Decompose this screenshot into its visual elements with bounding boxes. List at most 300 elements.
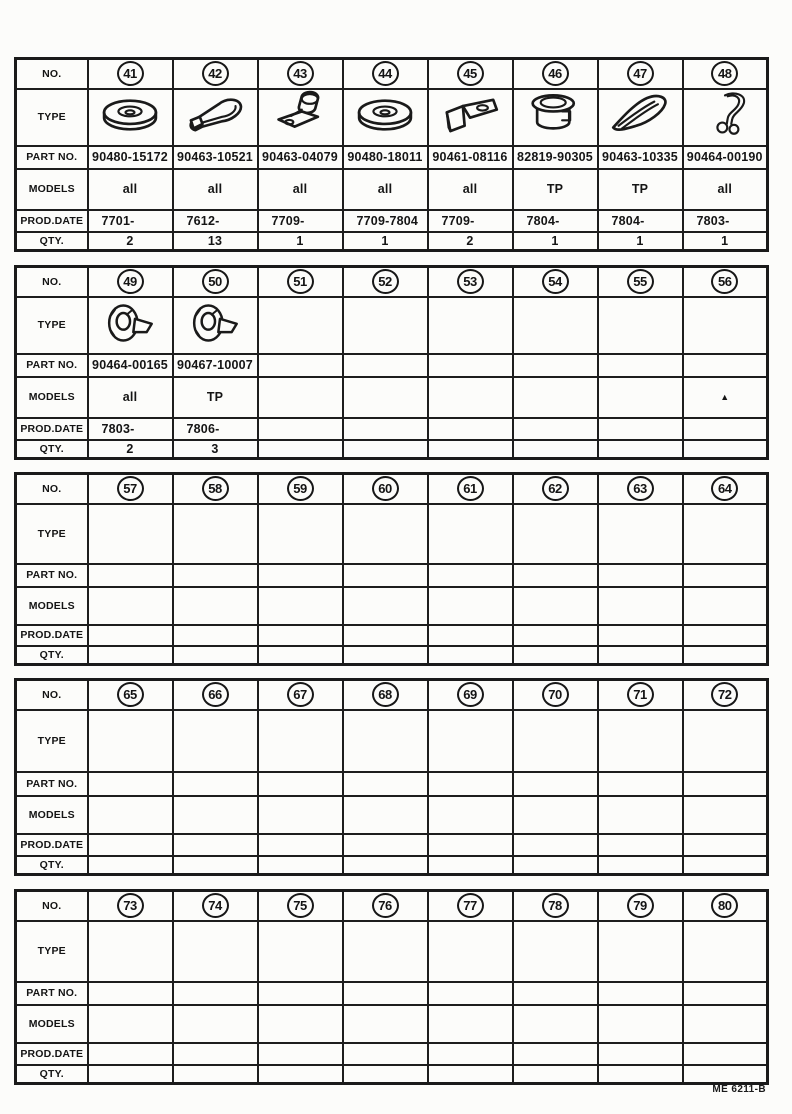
prod_date-cell xyxy=(683,834,768,856)
models-cell xyxy=(88,587,173,625)
grommet-icon xyxy=(97,90,163,140)
part_no-cell xyxy=(428,354,513,377)
prod_date-cell: 7701- xyxy=(88,210,173,232)
qty-cell xyxy=(88,856,173,875)
row-no xyxy=(16,267,768,297)
row-type xyxy=(16,89,768,146)
no-cell xyxy=(598,891,683,921)
models-cell: all xyxy=(88,169,173,210)
type-cell xyxy=(88,297,173,354)
part_no-cell: 90464-00165 xyxy=(88,354,173,377)
prod_date-cell xyxy=(173,625,258,646)
row-label-no: NO. xyxy=(16,891,88,921)
no-cell xyxy=(173,267,258,297)
qty-cell xyxy=(428,646,513,665)
part_no-cell xyxy=(258,354,343,377)
prod_date-cell xyxy=(88,834,173,856)
row-prod_date xyxy=(16,834,768,856)
part_no-cell xyxy=(683,982,768,1005)
qty-cell xyxy=(513,1065,598,1084)
circled-number: 55 xyxy=(627,269,654,294)
qty-cell: 2 xyxy=(88,232,173,251)
no-cell xyxy=(598,474,683,504)
models-cell xyxy=(343,796,428,834)
grommet-icon xyxy=(352,90,418,140)
part_no-cell xyxy=(513,564,598,587)
no-cell xyxy=(88,59,173,89)
prod_date-cell xyxy=(88,625,173,646)
part_no-cell xyxy=(428,564,513,587)
parts-table-parts-65-72 xyxy=(14,678,769,876)
qty-cell xyxy=(598,856,683,875)
circled-number: 53 xyxy=(457,269,484,294)
bracket-clip-icon xyxy=(437,90,503,140)
prod_date-cell: 7709- xyxy=(258,210,343,232)
part_no-cell xyxy=(428,772,513,796)
no-cell xyxy=(683,59,768,89)
part_no-cell: 90461-08116 xyxy=(428,146,513,169)
part_no-cell xyxy=(88,564,173,587)
strap-clamp-icon xyxy=(607,90,673,140)
qty-cell xyxy=(683,1065,768,1084)
models-cell xyxy=(683,587,768,625)
parts-table-parts-57-64 xyxy=(14,472,769,666)
models-cell xyxy=(88,1005,173,1043)
row-label-no: NO. xyxy=(16,267,88,297)
qty-cell xyxy=(598,440,683,459)
row-no xyxy=(16,59,768,89)
models-cell xyxy=(513,587,598,625)
no-cell xyxy=(343,474,428,504)
models-cell xyxy=(513,1005,598,1043)
row-label-part_no: PART NO. xyxy=(16,564,88,587)
row-qty xyxy=(16,856,768,875)
circled-number: 64 xyxy=(711,476,738,501)
row-prod_date xyxy=(16,210,768,232)
row-label-qty: QTY. xyxy=(16,646,88,665)
part_no-cell: 90463-04079 xyxy=(258,146,343,169)
models-cell: TP xyxy=(513,169,598,210)
row-part_no xyxy=(16,146,768,169)
type-cell xyxy=(343,710,428,772)
circled-number: 74 xyxy=(202,893,229,918)
qty-cell xyxy=(258,1065,343,1084)
circled-number: 49 xyxy=(117,269,144,294)
no-cell xyxy=(428,267,513,297)
prod_date-cell xyxy=(598,625,683,646)
prod_date-cell xyxy=(683,418,768,440)
models-cell xyxy=(173,1005,258,1043)
circled-number: 75 xyxy=(287,893,314,918)
row-models xyxy=(16,587,768,625)
circled-number: 62 xyxy=(542,476,569,501)
no-cell xyxy=(173,680,258,710)
row-label-part_no: PART NO. xyxy=(16,146,88,169)
prod_date-cell xyxy=(428,625,513,646)
type-cell xyxy=(598,297,683,354)
qty-cell: 1 xyxy=(683,232,768,251)
type-cell xyxy=(683,297,768,354)
row-label-models: MODELS xyxy=(16,796,88,834)
type-cell xyxy=(428,710,513,772)
prod_date-cell xyxy=(428,418,513,440)
no-cell xyxy=(513,59,598,89)
models-cell xyxy=(173,587,258,625)
models-cell xyxy=(428,587,513,625)
type-cell xyxy=(173,89,258,146)
row-qty xyxy=(16,440,768,459)
type-cell xyxy=(173,921,258,982)
row-part_no xyxy=(16,564,768,587)
prod_date-cell xyxy=(343,418,428,440)
qty-cell: 13 xyxy=(173,232,258,251)
qty-cell xyxy=(343,856,428,875)
part_no-cell xyxy=(173,772,258,796)
type-cell xyxy=(513,921,598,982)
no-cell xyxy=(428,680,513,710)
type-cell xyxy=(598,89,683,146)
qty-cell xyxy=(173,856,258,875)
circled-number: 46 xyxy=(542,61,569,86)
part_no-cell xyxy=(258,564,343,587)
circled-number: 68 xyxy=(372,682,399,707)
prod_date-cell xyxy=(513,418,598,440)
prod_date-cell: 7803- xyxy=(683,210,768,232)
prod_date-cell xyxy=(513,625,598,646)
band-clamp-icon xyxy=(182,90,248,140)
models-cell xyxy=(343,587,428,625)
qty-cell xyxy=(343,1065,428,1084)
row-models xyxy=(16,796,768,834)
qty-cell xyxy=(683,646,768,665)
circled-number: 65 xyxy=(117,682,144,707)
prod_date-cell xyxy=(173,834,258,856)
type-cell xyxy=(598,921,683,982)
qty-cell xyxy=(428,1065,513,1084)
row-models xyxy=(16,377,768,418)
prod_date-cell xyxy=(343,1043,428,1065)
qty-cell: 1 xyxy=(343,232,428,251)
type-cell xyxy=(343,89,428,146)
models-cell xyxy=(428,377,513,418)
type-cell xyxy=(598,710,683,772)
circled-number: 51 xyxy=(287,269,314,294)
qty-cell xyxy=(343,440,428,459)
row-label-models: MODELS xyxy=(16,169,88,210)
prod_date-cell: 7804- xyxy=(598,210,683,232)
row-label-type: TYPE xyxy=(16,89,88,146)
circled-number: 42 xyxy=(202,61,229,86)
models-cell xyxy=(598,796,683,834)
row-label-no: NO. xyxy=(16,680,88,710)
no-cell xyxy=(88,474,173,504)
models-cell xyxy=(683,796,768,834)
qty-cell xyxy=(513,440,598,459)
part_no-cell xyxy=(88,772,173,796)
qty-cell: 1 xyxy=(598,232,683,251)
row-type xyxy=(16,504,768,564)
row-label-type: TYPE xyxy=(16,710,88,772)
no-cell xyxy=(513,474,598,504)
circled-number: 76 xyxy=(372,893,399,918)
no-cell xyxy=(88,267,173,297)
type-cell xyxy=(258,921,343,982)
type-cell xyxy=(513,504,598,564)
circled-number: 50 xyxy=(202,269,229,294)
page-code: ME 6211-B xyxy=(712,1084,766,1095)
prod_date-cell xyxy=(683,1043,768,1065)
part_no-cell xyxy=(513,354,598,377)
circled-number: 57 xyxy=(117,476,144,501)
part_no-cell xyxy=(513,982,598,1005)
parts-table-parts-41-48 xyxy=(14,57,769,252)
no-cell xyxy=(683,267,768,297)
circled-number: 67 xyxy=(287,682,314,707)
type-cell xyxy=(343,504,428,564)
models-cell xyxy=(258,587,343,625)
circled-number: 78 xyxy=(542,893,569,918)
no-cell xyxy=(258,267,343,297)
circled-number: 60 xyxy=(372,476,399,501)
no-cell xyxy=(683,474,768,504)
row-prod_date xyxy=(16,1043,768,1065)
prod_date-cell xyxy=(258,625,343,646)
no-cell xyxy=(598,680,683,710)
models-cell xyxy=(88,796,173,834)
circled-number: 69 xyxy=(457,682,484,707)
row-prod_date xyxy=(16,625,768,646)
qty-cell xyxy=(88,1065,173,1084)
circled-number: 52 xyxy=(372,269,399,294)
part_no-cell: 82819-90305 xyxy=(513,146,598,169)
models-cell xyxy=(683,1005,768,1043)
models-cell: all xyxy=(173,169,258,210)
models-cell xyxy=(258,1005,343,1043)
prod_date-cell: 7806- xyxy=(173,418,258,440)
part_no-cell xyxy=(598,982,683,1005)
no-cell xyxy=(428,474,513,504)
cap-clip-icon xyxy=(522,90,588,140)
type-cell xyxy=(258,504,343,564)
row-type xyxy=(16,710,768,772)
row-label-prod_date: PROD.DATE xyxy=(16,834,88,856)
circled-number: 77 xyxy=(457,893,484,918)
row-type xyxy=(16,921,768,982)
prod_date-cell: 7709- xyxy=(428,210,513,232)
no-cell xyxy=(173,891,258,921)
part_no-cell xyxy=(513,772,598,796)
qty-cell xyxy=(683,856,768,875)
type-cell xyxy=(173,297,258,354)
no-cell xyxy=(258,680,343,710)
part_no-cell xyxy=(598,564,683,587)
no-cell xyxy=(683,680,768,710)
prod_date-cell xyxy=(258,418,343,440)
type-cell xyxy=(428,504,513,564)
no-cell xyxy=(173,59,258,89)
qty-cell xyxy=(598,1065,683,1084)
circled-number: 71 xyxy=(627,682,654,707)
models-cell xyxy=(598,587,683,625)
part_no-cell: 90463-10521 xyxy=(173,146,258,169)
circled-number: 73 xyxy=(117,893,144,918)
row-part_no xyxy=(16,354,768,377)
parts-table-parts-73-80 xyxy=(14,889,769,1085)
part_no-cell xyxy=(173,982,258,1005)
no-cell xyxy=(88,680,173,710)
models-cell xyxy=(343,377,428,418)
circled-number: 56 xyxy=(711,269,738,294)
models-cell: all xyxy=(343,169,428,210)
circled-number: 47 xyxy=(627,61,654,86)
circled-number: 54 xyxy=(542,269,569,294)
row-label-qty: QTY. xyxy=(16,856,88,875)
type-cell xyxy=(683,89,768,146)
models-cell: TP xyxy=(173,377,258,418)
circled-number: 59 xyxy=(287,476,314,501)
row-label-type: TYPE xyxy=(16,297,88,354)
no-cell xyxy=(343,891,428,921)
row-label-prod_date: PROD.DATE xyxy=(16,1043,88,1065)
prod_date-cell: 7612- xyxy=(173,210,258,232)
qty-cell xyxy=(513,856,598,875)
parts-table-parts-49-56 xyxy=(14,265,769,460)
qty-cell xyxy=(258,646,343,665)
qty-cell xyxy=(343,646,428,665)
qty-cell xyxy=(683,440,768,459)
row-no xyxy=(16,891,768,921)
no-cell xyxy=(598,59,683,89)
type-cell xyxy=(173,710,258,772)
prod_date-cell xyxy=(428,1043,513,1065)
type-cell xyxy=(428,921,513,982)
models-cell xyxy=(258,377,343,418)
type-cell xyxy=(88,89,173,146)
prod_date-cell xyxy=(598,834,683,856)
type-cell xyxy=(343,921,428,982)
models-cell: TP xyxy=(598,169,683,210)
models-cell: all xyxy=(428,169,513,210)
part_no-cell xyxy=(428,982,513,1005)
circled-number: 63 xyxy=(627,476,654,501)
no-cell xyxy=(258,59,343,89)
qty-cell xyxy=(428,440,513,459)
part_no-cell xyxy=(598,772,683,796)
prod_date-cell xyxy=(173,1043,258,1065)
no-cell xyxy=(173,474,258,504)
row-label-prod_date: PROD.DATE xyxy=(16,210,88,232)
hose-clip-icon xyxy=(185,299,245,347)
type-cell xyxy=(173,504,258,564)
models-cell xyxy=(343,1005,428,1043)
row-prod_date xyxy=(16,418,768,440)
row-models xyxy=(16,169,768,210)
circled-number: 66 xyxy=(202,682,229,707)
models-stray-mark: ▲ xyxy=(683,377,768,418)
row-label-qty: QTY. xyxy=(16,440,88,459)
no-cell xyxy=(598,267,683,297)
row-label-qty: QTY. xyxy=(16,232,88,251)
models-cell xyxy=(428,1005,513,1043)
qty-cell xyxy=(598,646,683,665)
prod_date-cell xyxy=(513,834,598,856)
part_no-cell: 90480-18011 xyxy=(343,146,428,169)
circled-number: 72 xyxy=(711,682,738,707)
type-cell xyxy=(343,297,428,354)
no-cell xyxy=(513,267,598,297)
part_no-cell xyxy=(88,982,173,1005)
part_no-cell: 90480-15172 xyxy=(88,146,173,169)
type-cell xyxy=(258,89,343,146)
no-cell xyxy=(343,267,428,297)
qty-cell xyxy=(258,440,343,459)
qty-cell xyxy=(88,646,173,665)
models-cell xyxy=(173,796,258,834)
type-cell xyxy=(428,89,513,146)
qty-cell xyxy=(513,646,598,665)
prod_date-cell xyxy=(88,1043,173,1065)
prod_date-cell xyxy=(598,418,683,440)
type-cell xyxy=(683,504,768,564)
row-label-models: MODELS xyxy=(16,587,88,625)
row-label-prod_date: PROD.DATE xyxy=(16,625,88,646)
no-cell xyxy=(428,891,513,921)
type-cell xyxy=(258,710,343,772)
circled-number: 80 xyxy=(711,893,738,918)
models-cell: all xyxy=(88,377,173,418)
part_no-cell xyxy=(683,564,768,587)
prod_date-cell xyxy=(598,1043,683,1065)
part_no-cell: 90463-10335 xyxy=(598,146,683,169)
no-cell xyxy=(258,891,343,921)
qty-cell xyxy=(173,646,258,665)
circled-number: 58 xyxy=(202,476,229,501)
row-part_no xyxy=(16,982,768,1005)
type-cell xyxy=(513,89,598,146)
row-type xyxy=(16,297,768,354)
hose-clip-icon xyxy=(100,299,160,347)
models-cell xyxy=(513,796,598,834)
row-part_no xyxy=(16,772,768,796)
row-label-part_no: PART NO. xyxy=(16,354,88,377)
row-label-models: MODELS xyxy=(16,1005,88,1043)
no-cell xyxy=(513,680,598,710)
no-cell xyxy=(88,891,173,921)
type-cell xyxy=(513,297,598,354)
row-label-no: NO. xyxy=(16,59,88,89)
no-cell xyxy=(258,474,343,504)
prod_date-cell xyxy=(258,1043,343,1065)
no-cell xyxy=(513,891,598,921)
part_no-cell xyxy=(343,564,428,587)
type-cell xyxy=(88,710,173,772)
row-label-prod_date: PROD.DATE xyxy=(16,418,88,440)
part_no-cell xyxy=(683,772,768,796)
part_no-cell xyxy=(683,354,768,377)
no-cell xyxy=(428,59,513,89)
type-cell xyxy=(428,297,513,354)
circled-number: 79 xyxy=(627,893,654,918)
qty-cell: 1 xyxy=(258,232,343,251)
no-cell xyxy=(343,59,428,89)
part_no-cell: 90464-00190 xyxy=(683,146,768,169)
type-cell xyxy=(683,710,768,772)
part_no-cell xyxy=(258,772,343,796)
type-cell xyxy=(683,921,768,982)
models-cell: all xyxy=(683,169,768,210)
wire-hook-icon xyxy=(692,90,758,140)
circled-number: 61 xyxy=(457,476,484,501)
